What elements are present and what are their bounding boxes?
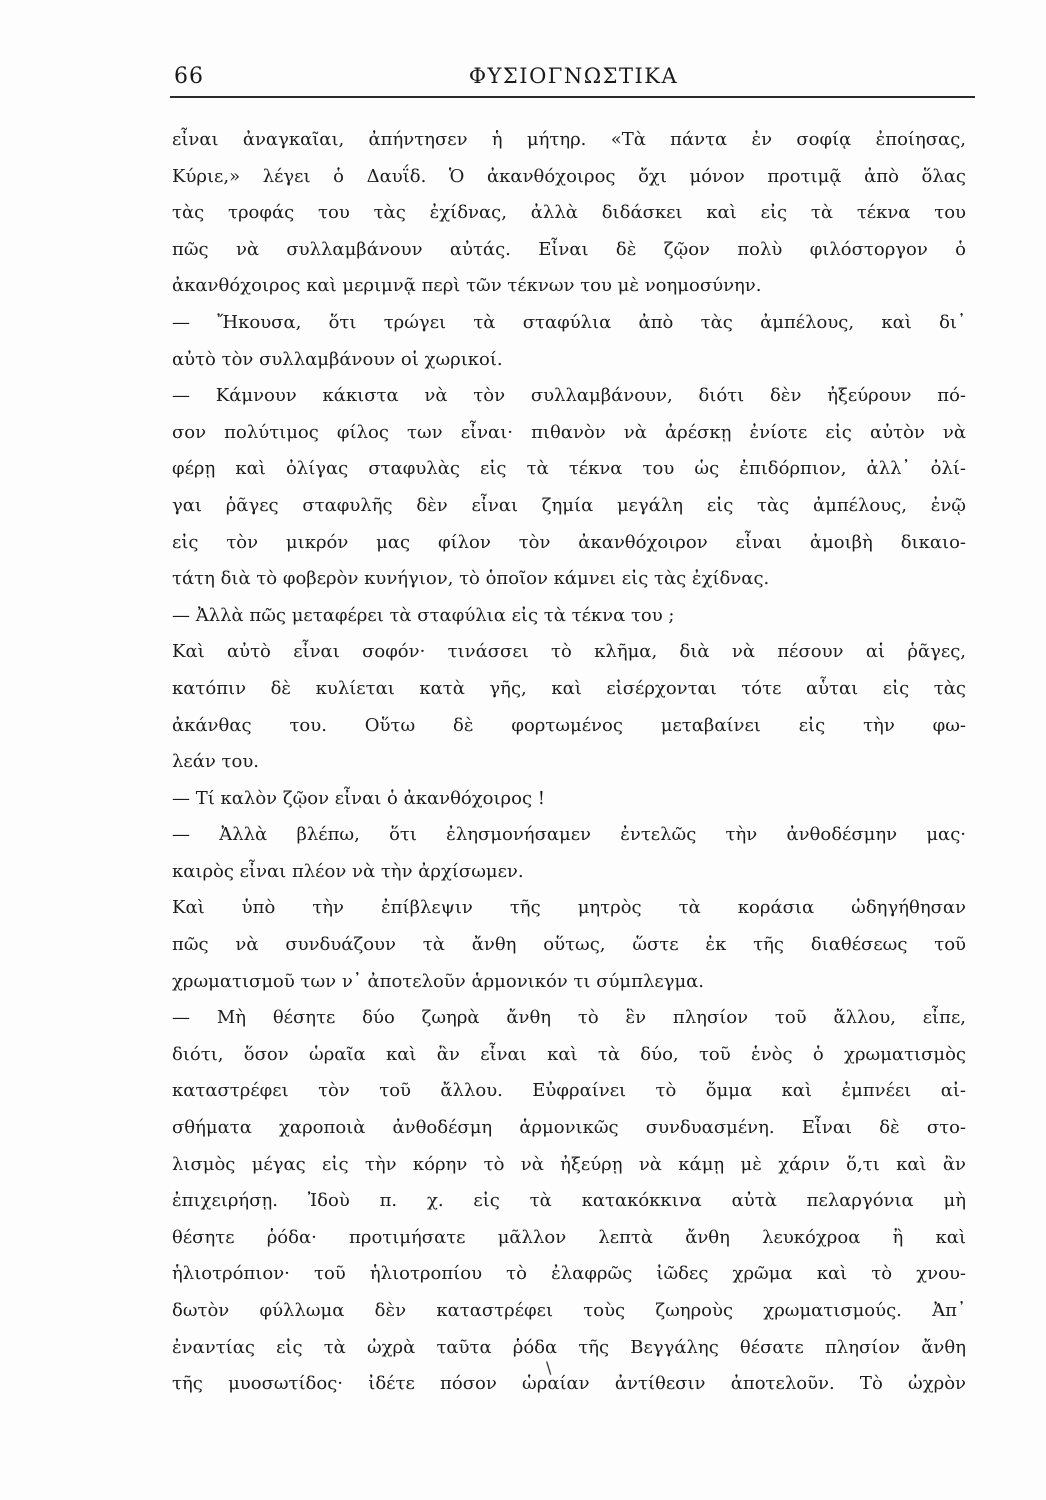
text-line: ἀκανθόχοιρος καὶ μεριμνᾷ περὶ τῶν τέκνων του μὲ νοημοσύνην. bbox=[172, 275, 762, 297]
text-line: δωτὸν φύλλωμα δὲν καταστρέφει τοὺς ζωηροὺς χρωματισμούς. Ἀπ᾽ bbox=[172, 1300, 966, 1321]
text-line: λισμὸς μέγας εἰς τὴν κόρην τὸ νὰ ἠξεύρῃ νὰ κάμῃ μὲ χάριν ὅ,τι καὶ ἂν bbox=[172, 1153, 966, 1175]
text-line: αὐτὸ τὸν συλλαμβάνουν οἱ χωρικοί. bbox=[172, 348, 503, 370]
text-line: εἶναι ἀναγκαῖαι, ἀπήντησεν ἡ μήτηρ. «Τὰ πάντα ἐν σοφίᾳ ἐποίησας, bbox=[172, 129, 966, 150]
text-line: — Κάμνουν κάκιστα νὰ τὸν συλλαμβάνουν, διότι δὲν ἠξεύρουν πό- bbox=[172, 385, 966, 407]
text-line: φέρῃ καὶ ὀλίγας σταφυλὰς εἰς τὰ τέκνα του ὡς ἐπιδόρπιον, ἀλλ᾽ ὀλί- bbox=[172, 458, 966, 480]
text-line: — Ἀλλὰ βλέπω, ὅτι ἐλησμονήσαμεν ἐντελῶς τὴν ἀνθοδέσμην μας· bbox=[172, 824, 966, 846]
text-line: λεάν του. bbox=[172, 751, 260, 773]
text-line: καταστρέφει τὸν τοῦ ἄλλου. Εὐφραίνει τὸ ὄμμα καὶ ἐμπνέει αἰ- bbox=[172, 1080, 966, 1102]
stray-ink-mark: \ bbox=[546, 1358, 552, 1377]
text-line: κατόπιν δὲ κυλίεται κατὰ γῆς, καὶ εἰσέρχονται τότε αὗται εἰς τὰς bbox=[172, 677, 966, 699]
text-line: Καὶ ὑπὸ τὴν ἐπίβλεψιν τῆς μητρὸς τὰ κοράσια ὡδηγήθησαν bbox=[172, 897, 966, 919]
text-line: Κύριε,» λέγει ὁ Δαυΐδ. Ὁ ἀκανθόχοιρος ὄχι μόνον προτιμᾷ ἀπὸ ὅλας bbox=[172, 165, 966, 187]
text-line: πῶς νὰ συλλαμβάνουν αὐτάς. Εἶναι δὲ ζῷον πολὺ φιλόστοργον ὁ bbox=[172, 238, 966, 260]
running-head bbox=[172, 60, 975, 96]
text-line: σθήματα χαροποιὰ ἀνθοδέσμη ἁρμονικῶς συνδυασμένη. Εἶναι δὲ στο- bbox=[172, 1117, 966, 1139]
header-rule bbox=[170, 96, 975, 98]
page-number: 66 bbox=[174, 64, 204, 89]
text-line: Καὶ αὐτὸ εἶναι σοφόν· τινάσσει τὸ κλῆμα, διὰ νὰ πέσουν αἱ ῥᾶγες, bbox=[172, 641, 966, 663]
text-line: τὰς τροφάς του τὰς ἐχίδνας, ἀλλὰ διδάσκει καὶ εἰς τὰ τέκνα του bbox=[172, 202, 966, 224]
text-line: — Τί καλὸν ζῷον εἶναι ὁ ἀκανθόχοιρος ! bbox=[172, 787, 546, 809]
text-line: — Ἤκουσα, ὅτι τρώγει τὰ σταφύλια ἀπὸ τὰς ἀμπέλους, καὶ δι᾽ bbox=[172, 311, 966, 333]
text-line: ἐναντίας εἰς τὰ ὠχρὰ ταῦτα ῥόδα τῆς Βεγγάλης θέσατε πλησίον ἄνθη bbox=[172, 1336, 966, 1358]
text-line: πῶς νὰ συνδυάζουν τὰ ἄνθη οὕτως, ὥστε ἐκ τῆς διαθέσεως τοῦ bbox=[172, 934, 966, 956]
text-line: θέσητε ῥόδα· προτιμήσατε μᾶλλον λεπτὰ ἄνθη λευκόχροα ἢ καὶ bbox=[172, 1226, 966, 1248]
body-text bbox=[172, 122, 966, 1403]
text-line: ἀκάνθας του. Οὕτω δὲ φορτωμένος μεταβαίνει εἰς τὴν φω- bbox=[172, 714, 966, 736]
text-line: ἐπιχειρήσῃ. Ἰδοὺ π. χ. εἰς τὰ κατακόκκινα αὐτὰ πελαργόνια μὴ bbox=[172, 1190, 966, 1212]
text-line: ἡλιοτρόπιον· τοῦ ἡλιοτροπίου τὸ ἐλαφρῶς ἰῶδες χρῶμα καὶ τὸ χνου- bbox=[172, 1263, 966, 1285]
text-line: τάτη διὰ τὸ φοβερὸν κυνήγιον, τὸ ὁποῖον κάμνει εἰς τὰς ἐχίδνας. bbox=[172, 568, 770, 590]
text-line: καιρὸς εἶναι πλέον νὰ τὴν ἀρχίσωμεν. bbox=[172, 860, 524, 882]
running-title: ΦΥΣΙΟΓΝΩΣΤΙΚΑ bbox=[468, 64, 679, 88]
text-line: διότι, ὅσον ὡραῖα καὶ ἂν εἶναι καὶ τὰ δύο, τοῦ ἑνὸς ὁ χρωματισμὸς bbox=[172, 1043, 966, 1065]
text-line: — Μὴ θέσητε δύο ζωηρὰ ἄνθη τὸ ἓν πλησίον τοῦ ἄλλου, εἶπε, bbox=[172, 1007, 966, 1029]
text-line: τῆς μυοσωτίδος· ἰδέτε πόσον ὡραίαν ἀντίθεσιν ἀποτελοῦν. Τὸ ὠχρὸν bbox=[172, 1373, 966, 1395]
text-line: — Ἀλλὰ πῶς μεταφέρει τὰ σταφύλια εἰς τὰ τέκνα του ; bbox=[172, 604, 675, 626]
text-line: χρωματισμοῦ των ν᾽ ἀποτελοῦν ἁρμονικόν τι σύμπλεγμα. bbox=[172, 970, 705, 992]
text-line: σον πολύτιμος φίλος των εἶναι· πιθανὸν νὰ ἀρέσκῃ ἐνίοτε εἰς αὐτὸν νὰ bbox=[172, 421, 966, 443]
text-line: εἰς τὸν μικρόν μας φίλον τὸν ἀκανθόχοιρον εἶναι ἀμοιβὴ δικαιο- bbox=[172, 531, 966, 553]
text-line: γαι ῥᾶγες σταφυλῆς δὲν εἶναι ζημία μεγάλη εἰς τὰς ἀμπέλους, ἐνῷ bbox=[172, 494, 966, 516]
